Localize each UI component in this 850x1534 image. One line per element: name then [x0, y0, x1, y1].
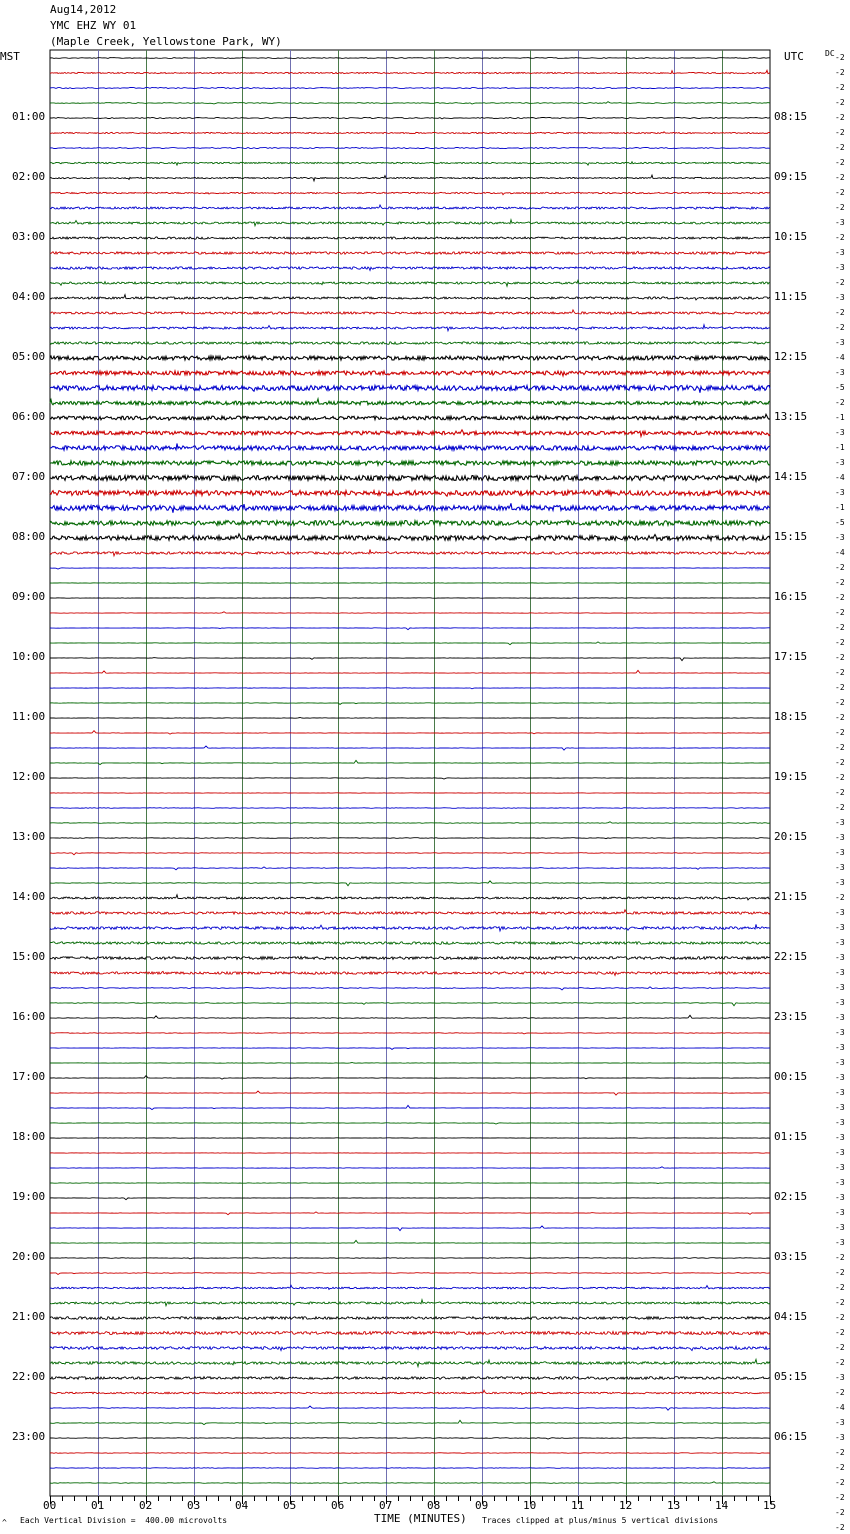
seismic-trace [50, 267, 770, 271]
dc-offset-label: -3 [835, 533, 845, 542]
seismic-trace [50, 251, 770, 254]
seismic-trace [50, 1003, 770, 1006]
utc-hour-label: 19:15 [774, 770, 808, 783]
dc-offset-label: -2 [835, 308, 845, 317]
mst-hour-label: 13:00 [12, 830, 46, 843]
minute-tick-label: 10 [523, 1499, 537, 1512]
utc-hour-label: 10:15 [774, 230, 808, 243]
dc-offset-label: -3 [835, 1418, 845, 1427]
dc-offset-label: -2 [835, 563, 845, 572]
seismic-trace [50, 1438, 770, 1439]
seismic-trace [50, 731, 770, 734]
seismic-trace [50, 414, 770, 420]
dc-offset-label: -3 [835, 983, 845, 992]
minute-tick-label: 11 [571, 1499, 585, 1512]
station-code: YMC EHZ WY 01 [50, 19, 137, 32]
dc-offset-label: -2 [835, 1313, 845, 1322]
seismic-trace [50, 534, 770, 540]
seismic-trace [50, 118, 770, 119]
mst-hour-label: 23:00 [12, 1430, 46, 1443]
minute-tick-label: 09 [475, 1499, 489, 1512]
seismic-trace [50, 957, 770, 960]
utc-hour-label: 02:15 [774, 1190, 808, 1203]
seismic-trace [50, 1015, 770, 1018]
utc-hour-label: 17:15 [774, 650, 808, 663]
utc-hour-label: 06:15 [774, 1430, 808, 1443]
dc-offset-label: -2 [835, 653, 845, 662]
seismic-trace [50, 310, 770, 315]
utc-hour-label: 20:15 [774, 830, 808, 843]
dc-offset-label: -2 [835, 68, 845, 77]
clipping-note: Traces clipped at plus/minus 5 vertical divisions [482, 1516, 719, 1525]
seismic-trace [50, 1198, 770, 1200]
mst-hour-label: 20:00 [12, 1250, 46, 1263]
seismic-trace [50, 703, 770, 705]
minute-tick-label: 01 [91, 1499, 105, 1512]
utc-hour-label: 00:15 [774, 1070, 808, 1083]
seismic-trace [50, 1123, 770, 1124]
seismic-trace [50, 1167, 770, 1168]
minute-tick-label: 14 [715, 1499, 729, 1512]
dc-offset-label: -2 [835, 143, 845, 152]
dc-offset-label: -3 [835, 1163, 845, 1172]
dc-offset-label: -5 [835, 518, 845, 527]
seismic-trace [50, 612, 770, 613]
utc-hour-label: 13:15 [774, 410, 808, 423]
dc-offset-label: -3 [835, 863, 845, 872]
minute-tick-label: 00 [43, 1499, 57, 1512]
dc-offset-label: -2 [835, 728, 845, 737]
dc-offset-label: -2 [835, 1478, 845, 1487]
dc-offset-label: -2 [835, 593, 845, 602]
dc-offset-label: -3 [835, 1433, 845, 1442]
dc-offset-label: -2 [835, 128, 845, 137]
utc-hour-label: 15:15 [774, 530, 808, 543]
dc-offset-label: -1 [835, 503, 845, 512]
mst-hour-label: 22:00 [12, 1370, 46, 1383]
seismic-trace [50, 220, 770, 226]
dc-offset-label: -2 [835, 188, 845, 197]
dc-offset-label: -2 [835, 173, 845, 182]
seismic-trace [50, 910, 770, 915]
plot-date: Aug14,2012 [50, 3, 117, 16]
seismic-trace [50, 1420, 770, 1424]
mst-hour-label: 18:00 [12, 1130, 46, 1143]
seismic-trace [50, 746, 770, 750]
dc-offset-label: -3 [835, 1208, 845, 1217]
dc-offset-label: -3 [835, 338, 845, 347]
dc-offset-label: -2 [835, 1328, 845, 1337]
dc-offset-label: -2 [835, 323, 845, 332]
dc-offset-label: -2 [835, 638, 845, 647]
seismic-trace [50, 58, 770, 59]
seismic-trace [50, 295, 770, 300]
seismic-trace [50, 1406, 770, 1410]
dc-offset-label: -2 [835, 698, 845, 707]
dc-offset-label: -2 [835, 1283, 845, 1292]
seismic-trace [50, 822, 770, 824]
dc-offset-label: -2 [835, 1493, 845, 1502]
vertical-scale-note: Each Vertical Division = 400.00 microvolts [20, 1516, 228, 1525]
mst-hour-label: 19:00 [12, 1190, 46, 1203]
dc-offset-label: -3 [835, 1058, 845, 1067]
dc-offset-label: -3 [835, 938, 845, 947]
dc-offset-label: -2 [835, 743, 845, 752]
minute-tick-label: 02 [139, 1499, 153, 1512]
seismic-trace [50, 778, 770, 779]
seismic-trace [50, 688, 770, 689]
dc-offset-label: -3 [835, 368, 845, 377]
dc-offset-label: -2 [835, 1448, 845, 1457]
seismic-trace [50, 1105, 770, 1109]
seismic-trace [50, 399, 770, 405]
minute-tick-label: 13 [667, 1499, 681, 1512]
seismic-trace [50, 88, 770, 89]
dc-offset-label: -2 [835, 113, 845, 122]
dc-offset-label: -4 [835, 1403, 845, 1412]
utc-hour-label: 22:15 [774, 950, 808, 963]
mst-hour-label: 12:00 [12, 770, 46, 783]
dc-offset-label: -4 [835, 473, 845, 482]
seismic-trace [50, 568, 770, 569]
dc-offset-label: -1 [835, 443, 845, 452]
dc-offset-label: -3 [835, 218, 845, 227]
seismic-trace [50, 102, 770, 104]
dc-offset-label: -2 [835, 668, 845, 677]
seismic-trace [50, 461, 770, 465]
dc-offset-label: -3 [835, 1133, 845, 1142]
mst-axis-title: MST [0, 50, 20, 63]
utc-hour-label: 21:15 [774, 890, 808, 903]
seismic-trace [50, 148, 770, 149]
mst-hour-label: 14:00 [12, 890, 46, 903]
seismic-trace [50, 356, 770, 360]
minute-tick-label: 04 [235, 1499, 249, 1512]
seismic-trace [50, 1076, 770, 1079]
dc-offset-label: -2 [835, 758, 845, 767]
mst-hour-label: 15:00 [12, 950, 46, 963]
dc-offset-label: -2 [835, 803, 845, 812]
seismic-trace [50, 1033, 770, 1034]
utc-hour-label: 11:15 [774, 290, 808, 303]
dc-offset-label: -3 [835, 428, 845, 437]
dc-offset-label: -2 [835, 53, 845, 62]
mst-hour-label: 16:00 [12, 1010, 46, 1023]
mst-hour-label: 07:00 [12, 470, 46, 483]
minute-tick-label: 08 [427, 1499, 441, 1512]
dc-offset-label: -3 [835, 998, 845, 1007]
dc-offset-label: -2 [835, 893, 845, 902]
dc-offset-label: -2 [835, 278, 845, 287]
dc-offset-label: -3 [835, 1103, 845, 1112]
seismic-trace [50, 386, 770, 393]
seismic-trace [50, 205, 770, 210]
seismic-trace [50, 670, 770, 673]
dc-offset-label: -3 [835, 908, 845, 917]
seismic-trace [50, 658, 770, 661]
seismic-trace [50, 718, 770, 719]
dc-offset-label: -3 [835, 458, 845, 467]
dc-offset-label: -2 [835, 233, 845, 242]
dc-offset-label: -3 [835, 1373, 845, 1382]
dc-offset-label: -2 [835, 1343, 845, 1352]
dc-offset-label: -3 [835, 968, 845, 977]
dc-offset-label: -3 [835, 1013, 845, 1022]
seismic-trace [50, 1300, 770, 1306]
minute-tick-label: 12 [619, 1499, 633, 1512]
dc-offset-label: -2 [835, 713, 845, 722]
minute-tick-label: 07 [379, 1499, 393, 1512]
dc-offset-label: -3 [835, 848, 845, 857]
dc-offset-label: -2 [835, 1463, 845, 1472]
seismic-trace [50, 1331, 770, 1334]
dc-offset-label: -3 [835, 1193, 845, 1202]
dc-offset-label: -2 [835, 1253, 845, 1262]
dc-offset-label: -3 [835, 923, 845, 932]
seismic-trace [50, 642, 770, 645]
seismic-trace [50, 1226, 770, 1231]
seismic-trace [50, 881, 770, 886]
dc-offset-label: -3 [835, 1073, 845, 1082]
minute-tick-label: 15 [763, 1499, 777, 1512]
seismic-trace [50, 1377, 770, 1380]
mst-hour-label: 17:00 [12, 1070, 46, 1083]
dc-column-title: DC [825, 49, 835, 58]
mst-hour-label: 11:00 [12, 710, 46, 723]
dc-offset-label: -3 [835, 1088, 845, 1097]
dc-offset-label: -3 [835, 488, 845, 497]
dc-offset-label: -3 [835, 1238, 845, 1247]
utc-hour-label: 12:15 [774, 350, 808, 363]
dc-offset-label: -4 [835, 548, 845, 557]
seismic-trace [50, 1468, 770, 1469]
dc-offset-label: -2 [835, 158, 845, 167]
mst-hour-label: 08:00 [12, 530, 46, 543]
seismic-trace [50, 491, 770, 497]
utc-hour-label: 09:15 [774, 170, 808, 183]
seismic-trace [50, 237, 770, 239]
utc-hour-label: 04:15 [774, 1310, 808, 1323]
seismic-trace [50, 550, 770, 556]
seismic-trace [50, 430, 770, 437]
seismic-trace [50, 1390, 770, 1394]
seismic-trace [50, 1285, 770, 1289]
seismic-trace [50, 162, 770, 165]
seismic-trace [50, 1453, 770, 1454]
dc-offset-label: -3 [835, 1043, 845, 1052]
mst-hour-label: 04:00 [12, 290, 46, 303]
mst-hour-label: 21:00 [12, 1310, 46, 1323]
seismic-trace [50, 521, 770, 526]
dc-offset-label: -3 [835, 293, 845, 302]
mst-hour-label: 01:00 [12, 110, 46, 123]
dc-offset-label: -4 [835, 353, 845, 362]
dc-offset-label: -3 [835, 1148, 845, 1157]
seismic-trace [50, 175, 770, 181]
seismic-trace [50, 1258, 770, 1259]
dc-offset-label: -2 [835, 773, 845, 782]
dc-offset-label: -2 [835, 83, 845, 92]
seismic-trace [50, 942, 770, 945]
dc-offset-label: -2 [835, 1388, 845, 1397]
dc-offset-label: -2 [835, 683, 845, 692]
seismic-trace [50, 192, 770, 194]
seismic-trace [50, 1346, 770, 1350]
seismic-trace [50, 628, 770, 630]
seismic-trace [50, 132, 770, 134]
dc-offset-label: -2 [835, 1298, 845, 1307]
dc-offset-label: -3 [835, 953, 845, 962]
utc-axis-title: UTC [784, 50, 804, 63]
dc-offset-label: -2 [835, 608, 845, 617]
seismic-trace [50, 987, 770, 990]
dc-offset-label: -3 [835, 263, 845, 272]
station-location: (Maple Creek, Yellowstone Park, WY) [50, 35, 282, 48]
seismic-trace [50, 1240, 770, 1243]
dc-offset-label: -3 [835, 833, 845, 842]
dc-offset-label: -3 [835, 1028, 845, 1037]
seismic-trace [50, 1482, 770, 1484]
utc-hour-label: 05:15 [774, 1370, 808, 1383]
utc-hour-label: 16:15 [774, 590, 808, 603]
dc-offset-label: -3 [835, 1178, 845, 1187]
dc-offset-label: -2 [835, 203, 845, 212]
utc-hour-label: 01:15 [774, 1130, 808, 1143]
seismic-trace [50, 371, 770, 376]
dc-offset-label: -3 [835, 248, 845, 257]
dc-offset-label: -3 [835, 1223, 845, 1232]
seismic-trace [50, 1183, 770, 1184]
seismic-trace [50, 280, 770, 286]
seismic-trace [50, 760, 770, 764]
dc-offset-label: -2 [835, 398, 845, 407]
minute-tick-label: 03 [187, 1499, 201, 1512]
seismic-trace [50, 838, 770, 839]
seismic-trace [50, 1359, 770, 1366]
seismic-trace [50, 342, 770, 345]
seismic-trace [50, 70, 770, 73]
mst-hour-label: 06:00 [12, 410, 46, 423]
mst-hour-label: 05:00 [12, 350, 46, 363]
seismic-trace [50, 1063, 770, 1064]
mst-hour-label: 03:00 [12, 230, 46, 243]
seismic-trace [50, 1091, 770, 1095]
seismic-trace [50, 1212, 770, 1215]
seismic-trace [50, 1273, 770, 1275]
dc-offset-label: -2 [835, 1358, 845, 1367]
utc-hour-label: 18:15 [774, 710, 808, 723]
corner-mark: ^ [2, 1518, 7, 1527]
dc-offset-label: -2 [835, 788, 845, 797]
utc-hour-label: 23:15 [774, 1010, 808, 1023]
utc-hour-label: 03:15 [774, 1250, 808, 1263]
mst-hour-label: 02:00 [12, 170, 46, 183]
seismic-trace [50, 1317, 770, 1320]
mst-hour-label: 09:00 [12, 590, 46, 603]
seismic-trace [50, 971, 770, 975]
seismic-trace [50, 1048, 770, 1050]
dc-offset-label: -2 [835, 578, 845, 587]
seismic-trace [50, 503, 770, 512]
seismic-trace [50, 444, 770, 451]
dc-offset-label: -1 [835, 413, 845, 422]
seismic-trace [50, 853, 770, 855]
dc-offset-label: -2 [835, 1508, 845, 1517]
seismic-trace [50, 924, 770, 931]
dc-offset-label: -2 [835, 98, 845, 107]
dc-offset-label: -5 [835, 383, 845, 392]
dc-offset-label: -3 [835, 1118, 845, 1127]
seismic-trace [50, 867, 770, 870]
dc-offset-label: -2 [835, 1268, 845, 1277]
dc-offset-label: -2 [835, 1523, 845, 1532]
seismic-trace [50, 325, 770, 331]
utc-hour-label: 08:15 [774, 110, 808, 123]
seismic-trace [50, 808, 770, 809]
mst-hour-label: 10:00 [12, 650, 46, 663]
dc-offset-label: -3 [835, 818, 845, 827]
utc-hour-label: 14:15 [774, 470, 808, 483]
seismic-trace [50, 476, 770, 482]
x-axis-title: TIME (MINUTES) [374, 1512, 467, 1525]
seismic-trace [50, 895, 770, 900]
dc-offset-label: -3 [835, 878, 845, 887]
minute-tick-label: 05 [283, 1499, 297, 1512]
dc-offset-label: -2 [835, 623, 845, 632]
minute-tick-label: 06 [331, 1499, 345, 1512]
